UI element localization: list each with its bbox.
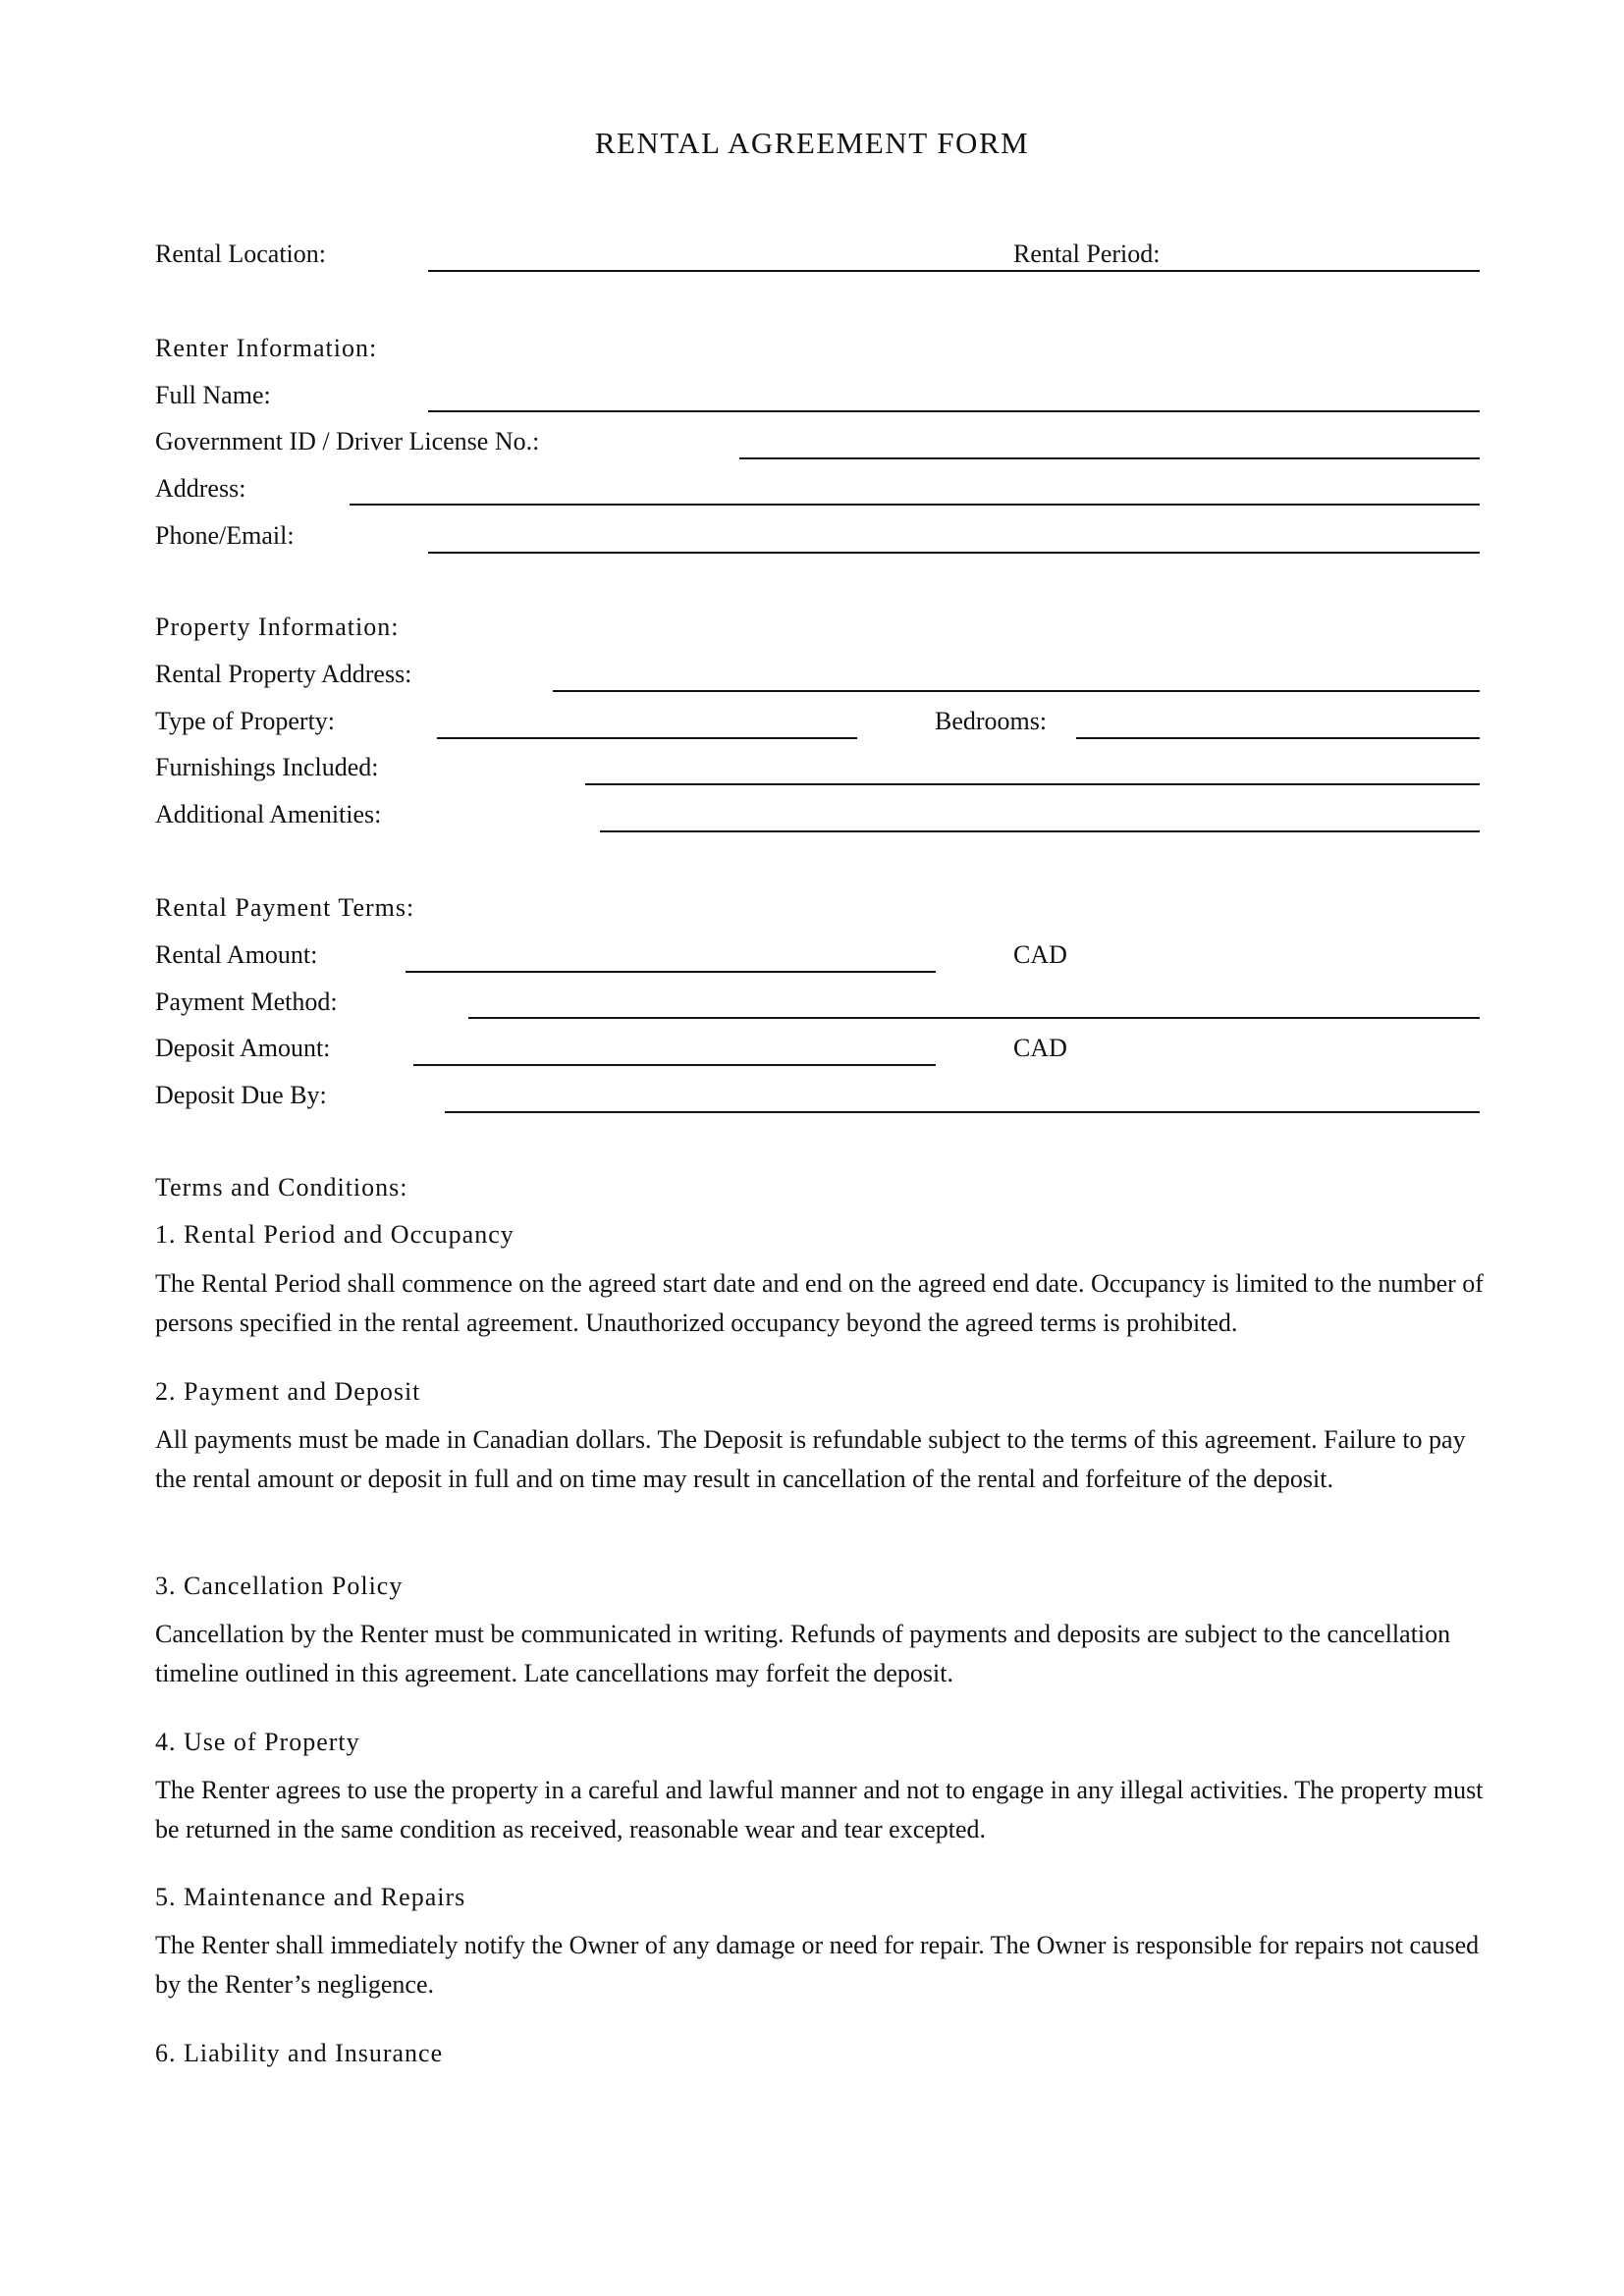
property-address-label: Rental Property Address:: [155, 660, 412, 688]
property-type-field[interactable]: [437, 737, 857, 739]
renter-information-heading: Renter Information:: [155, 334, 378, 362]
payment-terms-heading: Rental Payment Terms:: [155, 893, 415, 922]
deposit-due-field[interactable]: [445, 1111, 1480, 1113]
payment-method-label: Payment Method:: [155, 988, 338, 1016]
phone-email-label: Phone/Email:: [155, 521, 295, 550]
deposit-amount-field[interactable]: [413, 1064, 936, 1066]
bedrooms-label: Bedrooms:: [935, 707, 1048, 735]
furnishings-field[interactable]: [585, 783, 1480, 785]
term-3-body: Cancellation by the Renter must be communicated in writing. Refunds of payments and deposits are subject to the cancellation timeline outlined in this agreement. Late cancellations may forfeit the deposit.: [155, 1620, 1451, 1687]
full-name-field[interactable]: [428, 410, 1480, 412]
term-2-title: 2. Payment and Deposit: [155, 1377, 421, 1406]
terms-heading: Terms and Conditions:: [155, 1173, 408, 1201]
deposit-due-label: Deposit Due By:: [155, 1081, 327, 1109]
rental-amount-label: Rental Amount:: [155, 940, 318, 969]
term-1-title: 1. Rental Period and Occupancy: [155, 1220, 514, 1249]
term-5-body: The Renter shall immediately notify the Owner of any damage or need for repair. The Owner is responsible for repairs not caused by the Renter’s negligence.: [155, 1931, 1480, 1999]
gov-id-field[interactable]: [739, 457, 1480, 459]
furnishings-label: Furnishings Included:: [155, 753, 379, 781]
term-6-title: 6. Liability and Insurance: [155, 2039, 444, 2067]
rental-location-label: Rental Location:: [155, 240, 327, 268]
amenities-field[interactable]: [600, 830, 1480, 832]
term-3-title: 3. Cancellation Policy: [155, 1572, 404, 1600]
rental-location-field[interactable]: [428, 270, 1480, 272]
term-5-title: 5. Maintenance and Repairs: [155, 1883, 466, 1911]
rental-period-label: Rental Period:: [1013, 240, 1161, 268]
address-field[interactable]: [350, 504, 1480, 506]
rental-amount-currency: CAD: [1013, 940, 1067, 969]
phone-email-field[interactable]: [428, 552, 1480, 554]
term-4-body: The Renter agrees to use the property in a careful and lawful manner and not to engage in any illegal activities. The property must be returned in the same condition as received, reasonable wear and tear excepted.: [155, 1776, 1484, 1843]
bedrooms-field[interactable]: [1076, 737, 1480, 739]
term-2-body: All payments must be made in Canadian dollars. The Deposit is refundable subject to the terms of this agreement. Failure to pay the rental amount or deposit in full and on time may result in cancellation of the rental and forfeiture of the deposit.: [155, 1425, 1466, 1493]
deposit-amount-currency: CAD: [1013, 1034, 1067, 1062]
amenities-label: Additional Amenities:: [155, 800, 382, 828]
rental-amount-field[interactable]: [406, 971, 936, 973]
address-label: Address:: [155, 474, 246, 503]
full-name-label: Full Name:: [155, 381, 271, 409]
property-type-label: Type of Property:: [155, 707, 336, 735]
deposit-amount-label: Deposit Amount:: [155, 1034, 331, 1062]
term-1-body: The Rental Period shall commence on the agreed start date and end on the agreed end date. Occupancy is limited to the number of persons specified in the rental agreement. Unauthorized occupancy beyond the agreed terms is prohibited.: [155, 1269, 1484, 1337]
form-title: RENTAL AGREEMENT FORM: [594, 126, 1030, 160]
payment-method-field[interactable]: [468, 1017, 1480, 1019]
term-4-title: 4. Use of Property: [155, 1728, 360, 1756]
gov-id-label: Government ID / Driver License No.:: [155, 427, 540, 455]
property-address-field[interactable]: [553, 690, 1480, 692]
property-information-heading: Property Information:: [155, 613, 400, 641]
